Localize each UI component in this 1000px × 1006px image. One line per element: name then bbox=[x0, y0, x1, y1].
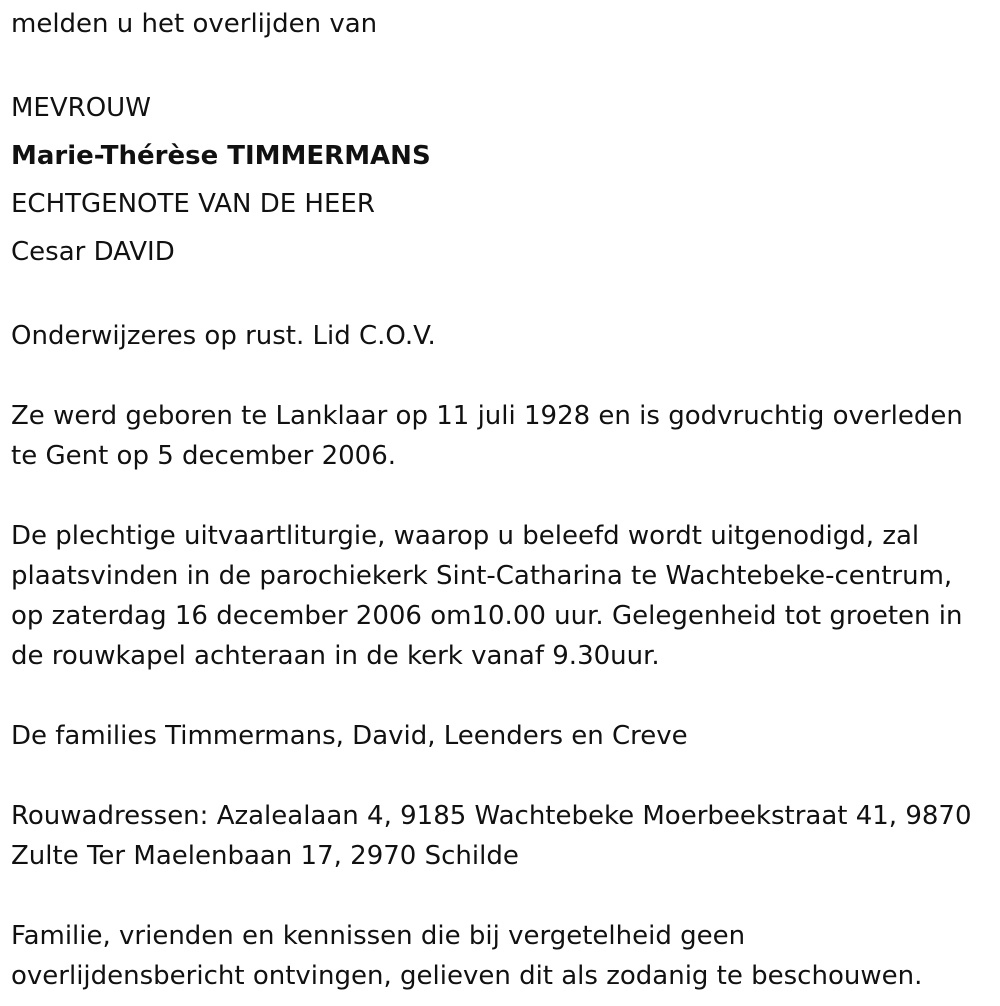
families-line: De families Timmermans, David, Leenders en Creve bbox=[11, 721, 688, 751]
intro-line: melden u het overlijden van bbox=[11, 9, 378, 39]
addresses-paragraph bbox=[11, 796, 996, 876]
deceased-name: Marie-Thérèse TIMMERMANS bbox=[11, 141, 431, 171]
spacer bbox=[11, 476, 996, 516]
paragraph-line: de rouwkapel achteraan in de kerk vanaf 9.30uur. bbox=[11, 641, 660, 671]
spacer bbox=[11, 676, 996, 716]
spacer bbox=[11, 756, 996, 796]
spouse-prefix: ECHTGENOTE VAN DE HEER bbox=[11, 189, 375, 219]
paragraph-line: De plechtige uitvaartliturgie, waarop u beleefd wordt uitgenodigd, zal bbox=[11, 521, 920, 551]
paragraph-line: Zulte Ter Maelenbaan 17, 2970 Schilde bbox=[11, 841, 519, 871]
paragraph-line: te Gent op 5 december 2006. bbox=[11, 441, 397, 471]
paragraph-line: Familie, vrienden en kennissen die bij vergetelheid geen bbox=[11, 921, 746, 951]
funeral-paragraph bbox=[11, 516, 996, 676]
paragraph-line: op zaterdag 16 december 2006 om10.00 uur. Gelegenheid tot groeten in bbox=[11, 601, 963, 631]
closing-paragraph bbox=[11, 916, 996, 996]
occupation-line: Onderwijzeres op rust. Lid C.O.V. bbox=[11, 321, 436, 351]
paragraph-line: overlijdensbericht ontvingen, gelieven dit als zodanig te beschouwen. bbox=[11, 961, 923, 991]
spacer bbox=[11, 356, 996, 396]
birth-death-paragraph bbox=[11, 396, 996, 476]
spacer bbox=[11, 876, 996, 916]
paragraph-line: Ze werd geboren te Lanklaar op 11 juli 1928 en is godvruchtig overleden bbox=[11, 401, 963, 431]
spacer bbox=[11, 44, 996, 84]
paragraph-line: Rouwadressen: Azalealaan 4, 9185 Wachtebeke Moerbeekstraat 41, 9870 bbox=[11, 801, 972, 831]
obituary-document bbox=[11, 0, 996, 996]
title-prefix: MEVROUW bbox=[11, 93, 151, 123]
spouse-name: Cesar DAVID bbox=[11, 237, 175, 267]
paragraph-line: plaatsvinden in de parochiekerk Sint-Catharina te Wachtebeke-centrum, bbox=[11, 561, 953, 591]
spacer bbox=[11, 276, 996, 316]
